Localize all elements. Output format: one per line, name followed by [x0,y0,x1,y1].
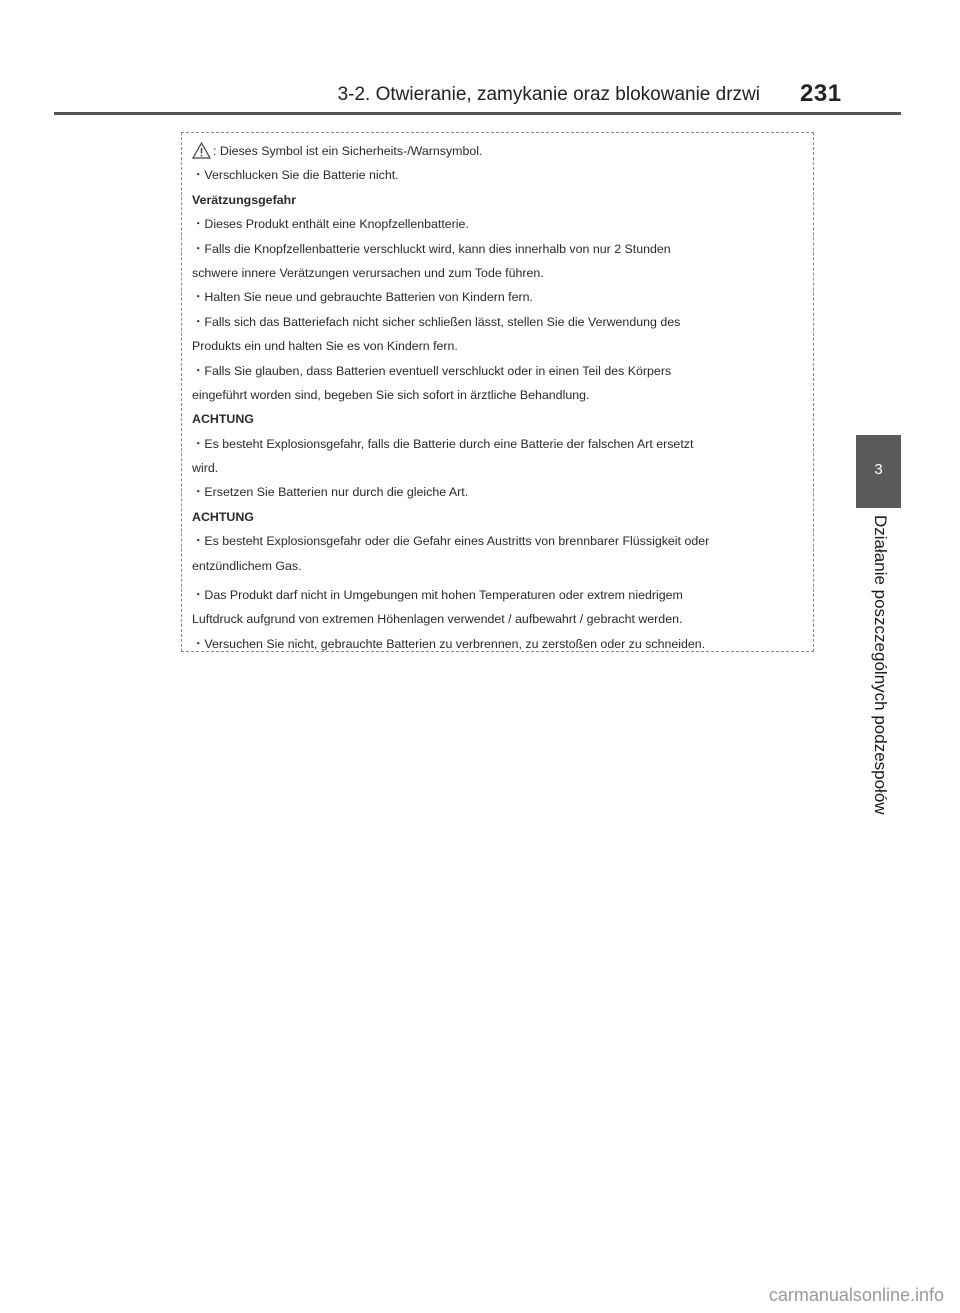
notice-line: Produkts ein und halten Sie es von Kindern fern. [192,339,458,354]
notice-line: ・Falls Sie glauben, dass Batterien eventuell verschluckt oder in einen Teil des Körpers [192,363,672,378]
chapter-tab [856,435,901,508]
chapter-side-label: Działanie poszczególnych podzespołów [871,515,890,815]
notice-line: wird. [192,461,219,476]
notice-line: eingeführt worden sind, begeben Sie sich sofort in ärztliche Behandlung. [192,387,590,402]
notice-heading: Verätzungsgefahr [192,192,296,207]
notice-line: ・Verschlucken Sie die Batterie nicht. [192,168,399,183]
warning-symbol-text: : Dieses Symbol ist ein Sicherheits-/Warnsymbol. [213,144,483,158]
notice-line: ・Halten Sie neue und gebrauchte Batterien von Kindern fern. [192,290,533,305]
notice-line: Luftdruck aufgrund von extremen Höhenlagen verwendet / aufbewahrt / gebracht werden. [192,612,683,627]
notice-line: ・Es besteht Explosionsgefahr, falls die Batterie durch eine Batterie der falschen Art ersetzt [192,436,694,451]
header-rule [54,112,901,115]
notice-heading: ACHTUNG [192,412,254,427]
notice-line: schwere innere Verätzungen verursachen und zum Tode führen. [192,265,544,280]
notice-line [192,139,803,163]
notice-line: entzündlichem Gas. [192,558,302,573]
notice-line: ・Das Produkt darf nicht in Umgebungen mit hohen Temperaturen oder extrem niedrigem [192,588,683,603]
header-title: 3-2. Otwieranie, zamykanie oraz blokowanie drzwi [337,84,760,105]
notice-line: ・Falls sich das Batteriefach nicht sicher schließen lässt, stellen Sie die Verwendung des [192,314,681,329]
notice-line: ・Dieses Produkt enthält eine Knopfzellenbatterie. [192,217,469,232]
notice-line: ・Versuchen Sie nicht, gebrauchte Batterien zu verbrennen, zu zerstoßen oder zu schneiden. [192,636,706,651]
page-number: 231 [800,80,842,107]
notice-line: ・Falls die Knopfzellenbatterie verschluckt wird, kann dies innerhalb von nur 2 Stunden [192,241,671,256]
notice-heading: ACHTUNG [192,509,254,524]
battery-warning-notice [181,132,814,652]
warning-triangle-icon [192,142,211,163]
chapter-number: 3 [874,461,883,478]
notice-line: ・Ersetzen Sie Batterien nur durch die gleiche Art. [192,485,469,500]
notice-line: ・Es besteht Explosionsgefahr oder die Gefahr eines Austritts von brennbarer Flüssigkeit oder [192,534,710,549]
watermark: carmanualsonline.info [768,1285,944,1305]
